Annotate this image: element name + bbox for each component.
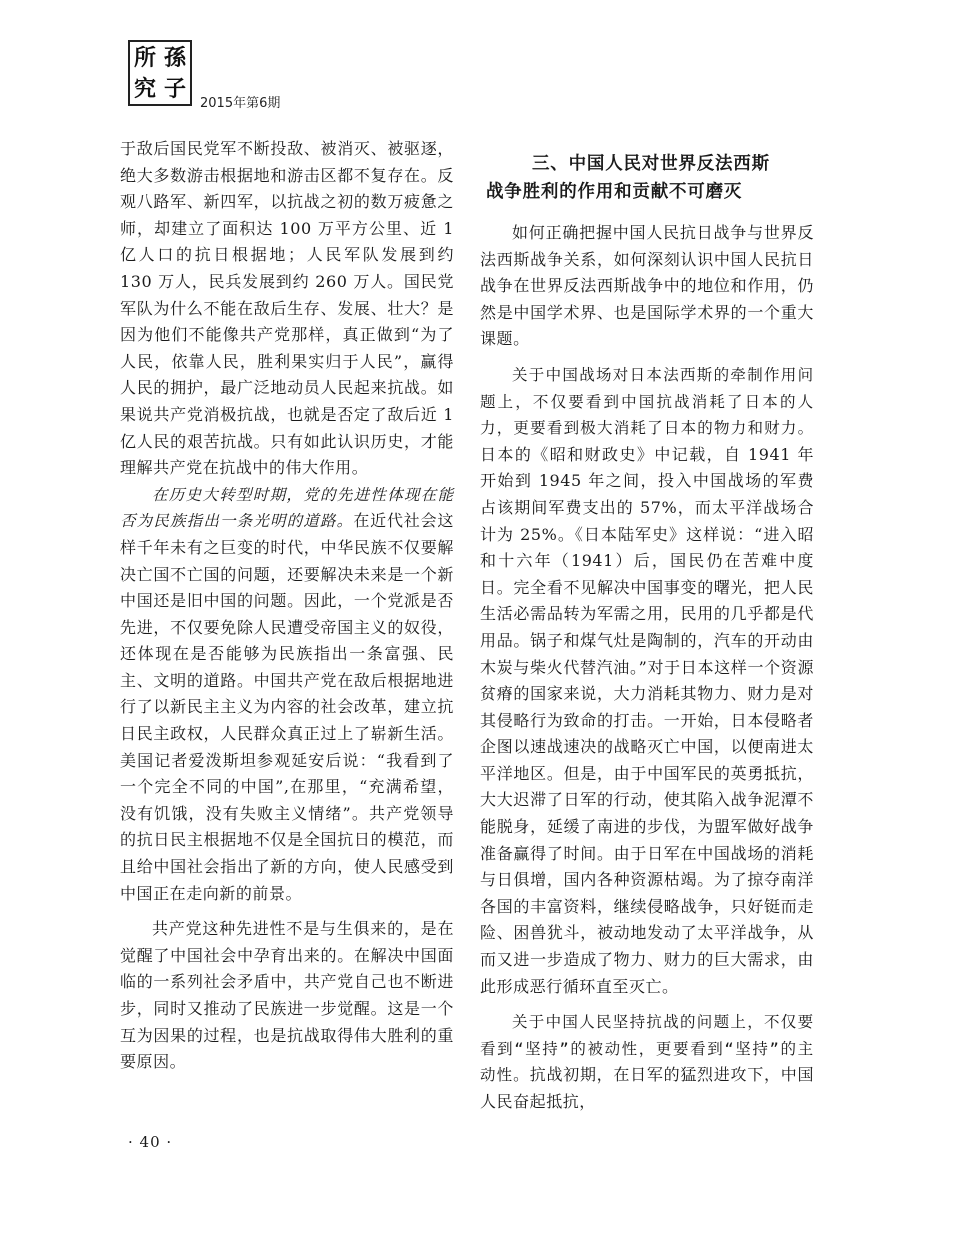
issue-label: 2015年第6期 [200,96,281,111]
emphasis-text: 关于中国战场对日本法西斯的牵制作用问题上，不仅要看到中国抗战消耗了日本的人力，更要看到极大消耗了日本的物力和财力。 [480,365,814,438]
paragraph: 如何正确把握中国人民抗日战争与世界反法西斯战争关系，如何深刻认识中国人民抗日战争在世界反法西斯战争中的地位和作用，仍然是中国学术界、也是国际学术界的一个重大课题。 [480,223,814,349]
page-number: · 40 · [128,1133,173,1151]
left-column [120,136,454,1076]
logo-char: 子 [163,75,186,102]
journal-logo [128,40,192,106]
heading-line: 三、中国人民对世界反法西斯 [532,154,770,174]
body-text: 抗战初期，在日军的猛烈进攻下，中国人民奋起抵抗， [480,1065,814,1111]
right-column [480,136,814,1116]
paragraph [480,1009,814,1115]
logo-char: 所 [133,44,156,71]
paragraph: 于敌后国民党军不断投敌、被消灭、被驱逐，绝大多数游击根据地和游击区都不复存在。反观八路军、新四军，以抗战之初的数万疲惫之师，却建立了面积达 100 万平方公里、近 1 亿人口的抗日根据地；人民军队发展到约 130 万人，民兵发展到约 260 万人。国民党军队为什么不能在敌后生存、发展、壮大？是因为他们不能像共产党那样，真正做到“为了人民，依靠人民，胜利果实归于人民”，赢得人民的拥护，最广泛地动员人民起来抗战。如果说共产党消极抗战，也就是否定了敌后近 1 亿人民的艰苦抗战。只有如此认识历史，才能理解共产党在抗战中的伟大作用。 [120,139,454,478]
paragraph [120,482,454,908]
logo-char: 究 [133,75,156,102]
section-heading [480,150,814,206]
body-text: 在近代社会这样千年未有之巨变的时代，中华民族不仅要解决亡国不亡国的问题，还要解决未来是一个新中国还是旧中国的问题。因此，一个党派是否先进，不仅要免除人民遭受帝国主义的奴役，还体现在是否能够为民族指出一条富强、民主、文明的道路。中国共产党在敌后根据地进行了以新民主主义为内容的社会改革，建立抗日民主政权，人民群众真正过上了崭新生活。美国记者爱泼斯坦参观延安后说：“我看到了一个完全不同的中国”,在那里，“充满希望，没有饥饿，没有失败主义情绪”。共产党领导的抗日民主根据地不仅是全国抗日的模范，而且给中国社会指出了新的方向，使人民感受到中国正在走向新的前景。 [120,511,454,903]
emphasis-text: 关于中国人民坚持抗战的问题上，不仅要看到“坚持”的被动性，更要看到“坚持”的主动性。 [480,1013,814,1085]
emphasis-text: 在历史大转型时期，党的先进性体现在能否为民族指出一条光明的道路。 [120,485,454,531]
body-text: 日本的《昭和财政史》中记载，自 1941 年开始到 1945 年之间，投入中国战场的军费占该期间军费支出的 57%，而太平洋战场合计为 25%。《日本陆军史》这样说：“进入昭和十六年（1941）后，国民仍在苦难中度日。完全看不见解决中国事变的曙光，把人民生活必需品转为军需之用，民用的几乎都是代用品。锅子和煤气灶是陶制的，汽车的开动由木炭与柴火代替汽油。”对于日本这样一个资源贫瘠的国家来说，大力消耗其物力、财力是对其侵略行为致命的打击。一开始，日本侵略者企图以速战速决的战略灭亡中国，以便南进太平洋地区。但是，由于中国军民的英勇抵抗，大大迟滞了日军的行动，使其陷入战争泥潭不能脱身，延缓了南进的步伐，为盟军做好战争准备赢得了时间。由于日军在中国战场的消耗与日俱增，国内各种资源枯竭。为了掠夺南洋各国的丰富资料，继续侵略战争，只好铤而走险、困兽犹斗，被动地发动了太平洋战争，从而又进一步造成了物力、财力的巨大需求，由此形成恶行循环直至灭亡。 [480,444,814,996]
paragraph [480,362,814,1000]
logo-char: 孫 [163,44,186,71]
paragraph: 共产党这种先进性不是与生俱来的，是在觉醒了中国社会中孕育出来的。在解决中国面临的一系列社会矛盾中，共产党自己也不断进步，同时又推动了民族进一步觉醒。这是一个互为因果的过程，也是抗战取得伟大胜利的重要原因。 [120,919,454,1072]
heading-line: 战争胜利的作用和贡献不可磨灭 [486,182,743,202]
